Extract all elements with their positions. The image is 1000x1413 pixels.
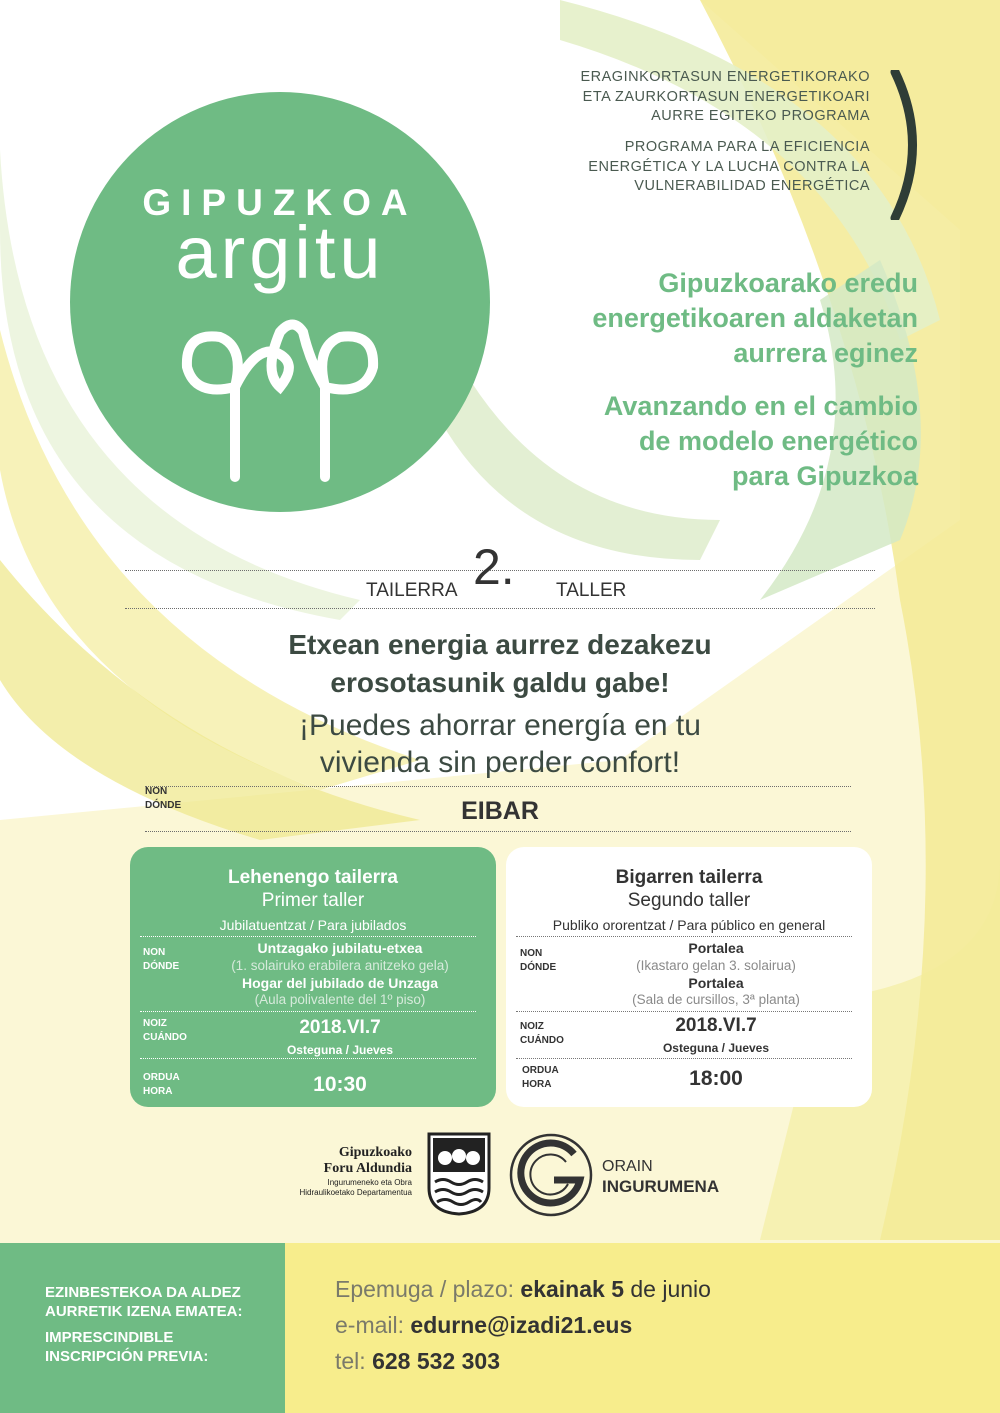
when-label-es: CUÁNDO — [143, 1032, 187, 1043]
deadline-value: ekainak 5 — [520, 1276, 624, 1302]
when-label-es: CUÁNDO — [520, 1035, 564, 1046]
phone-line — [335, 1348, 500, 1375]
slogan-es — [604, 389, 918, 494]
gfa-name-line: Foru Aldundia — [323, 1161, 412, 1176]
where-label-eu: NON — [520, 948, 543, 959]
notice-es — [45, 1328, 208, 1366]
card-title-es: Primer taller — [261, 890, 365, 911]
divider — [140, 936, 476, 937]
room-es: (Sala de cursillos, 3ª planta) — [632, 992, 800, 1007]
card-title-eu: Bigarren tailerra — [615, 867, 763, 888]
date: 2018.VI.7 — [299, 1017, 381, 1038]
notice-es-line: IMPRESCINDIBLE — [45, 1329, 174, 1346]
logo-circle — [70, 92, 490, 512]
divider — [516, 1058, 852, 1059]
headline-eu — [0, 626, 1000, 702]
phone-link[interactable]: 628 532 303 — [372, 1348, 500, 1374]
divider — [145, 786, 851, 787]
program-eu-line: AURRE EGITEKO PROGRAMA — [651, 108, 870, 124]
room-es: (Aula polivalente del 1º piso) — [254, 992, 426, 1007]
bracket-icon — [885, 70, 935, 220]
workshop-label-eu: TAILERRA — [366, 580, 458, 601]
where-label-es: DÓNDE — [145, 800, 182, 811]
when-label — [520, 1020, 564, 1048]
time-label-eu: ORDUA — [143, 1072, 180, 1083]
slogan-es-line: Avanzando en el cambio — [603, 391, 918, 421]
slogan-eu — [592, 266, 918, 371]
logo-title: GIPUZKOA — [142, 182, 418, 223]
phone-label: tel: — [335, 1348, 366, 1374]
gfa-department — [240, 1178, 412, 1198]
gfa-name — [290, 1145, 412, 1177]
notice-es-line: INSCRIPCIÓN PREVIA: — [45, 1348, 209, 1365]
headline-eu-line: erosotasunik galdu gabe! — [330, 667, 670, 698]
notice-eu — [45, 1283, 243, 1321]
headline-es-line: vivienda sin perder confort! — [319, 746, 681, 779]
card-title-eu: Lehenengo tailerra — [228, 867, 398, 888]
when-label-eu: NOIZ — [143, 1018, 167, 1029]
email-link[interactable]: edurne@izadi21.eus — [410, 1312, 633, 1338]
deadline-label: Epemuga / plazo: — [335, 1276, 515, 1302]
workshop-card-2 — [506, 847, 872, 1107]
program-es-line: VULNERABILIDAD ENERGÉTICA — [634, 178, 870, 194]
orain-name-line: INGURUMENA — [602, 1177, 720, 1196]
gfa-name-line: Gipuzkoako — [338, 1145, 412, 1160]
where-label — [143, 946, 179, 974]
time-label — [143, 1071, 180, 1099]
weekday: Osteguna / Jueves — [662, 1041, 770, 1055]
where-label-eu: NON — [143, 947, 166, 958]
divider — [516, 936, 852, 937]
card-title-es: Segundo taller — [627, 890, 751, 911]
deadline-suffix: de junio — [630, 1276, 711, 1302]
where-label-eu: NON — [145, 786, 168, 797]
where-label-es: DÓNDE — [520, 962, 557, 973]
deadline-line — [335, 1276, 711, 1303]
slogan-es-line: para Gipuzkoa — [731, 461, 918, 491]
headline-es — [0, 707, 1000, 781]
program-eu — [580, 68, 870, 127]
program-es-line: PROGRAMA PARA LA EFICIENCIA — [624, 139, 870, 155]
notice-eu-line: AURRETIK IZENA EMATEA: — [45, 1303, 243, 1320]
orain-ingurumena-logo-icon — [508, 1132, 594, 1218]
workshop-card-1 — [130, 847, 496, 1107]
time-label — [522, 1064, 559, 1092]
program-eu-line: ETA ZAURKORTASUN ENERGETIKOARI — [582, 88, 870, 105]
room-eu: (1. solairuko erabilera anitzeko gela) — [231, 958, 449, 973]
notice-eu-line: EZINBESTEKOA DA ALDEZ — [45, 1284, 241, 1301]
divider — [516, 1011, 852, 1012]
program-es-line: ENERGÉTICA Y LA LUCHA CONTRA LA — [588, 158, 870, 175]
email-line — [335, 1312, 632, 1339]
divider — [140, 1058, 476, 1059]
divider — [145, 831, 851, 832]
coat-of-arms-icon — [427, 1132, 491, 1216]
headline-es-line: ¡Puedes ahorrar energía en tu — [299, 709, 701, 742]
date: 2018.VI.7 — [675, 1015, 757, 1036]
email-label: e-mail: — [335, 1312, 405, 1338]
slogan-eu-line: aurrera eginez — [733, 338, 918, 368]
time-label-eu: ORDUA — [522, 1065, 559, 1076]
slogan-es-line: de modelo energético — [638, 426, 918, 456]
slogan-eu-line: Gipuzkoarako eredu — [658, 268, 918, 298]
divider — [125, 608, 875, 609]
city: EIBAR — [461, 797, 539, 825]
time: 18:00 — [689, 1067, 743, 1090]
divider — [140, 1011, 476, 1012]
logo-subtitle: argitu — [175, 211, 385, 294]
workshop-number: 2. — [473, 539, 515, 595]
orain-name — [602, 1157, 719, 1197]
when-label-eu: NOIZ — [520, 1021, 544, 1032]
place-es: Hogar del jubilado de Unzaga — [241, 975, 439, 991]
time-label-es: HORA — [143, 1086, 173, 1097]
room-eu: (Ikastaro gelan 3. solairua) — [636, 958, 796, 973]
orain-name-line: ORAIN — [602, 1158, 653, 1175]
place-eu: Portalea — [688, 940, 744, 956]
slogan-eu-line: energetikoaren aldaketan — [592, 303, 918, 333]
place-es: Portalea — [688, 975, 744, 991]
when-label — [143, 1017, 187, 1045]
program-eu-line: ERAGINKORTASUN ENERGETIKORAKO — [580, 69, 870, 85]
program-es — [588, 138, 870, 197]
where-label — [520, 947, 556, 975]
where-label-es: DÓNDE — [143, 961, 180, 972]
card-audience: Jubilatuentzat / Para jubilados — [219, 917, 407, 933]
gfa-department-line: Hidraulikoetako Departamentua — [299, 1188, 412, 1197]
card-audience: Publiko ororentzat / Para público en general — [552, 917, 826, 933]
workshop-label-es: TALLER — [556, 580, 627, 601]
time: 10:30 — [313, 1073, 367, 1096]
weekday: Osteguna / Jueves — [286, 1043, 394, 1057]
time-label-es: HORA — [522, 1079, 552, 1090]
gift-ribbon-icon — [175, 307, 385, 482]
headline-eu-line: Etxean energia aurrez dezakezu — [288, 629, 712, 660]
gfa-department-line: Ingurumeneko eta Obra — [327, 1178, 412, 1187]
place-eu: Untzagako jubilatu-etxea — [257, 940, 423, 956]
